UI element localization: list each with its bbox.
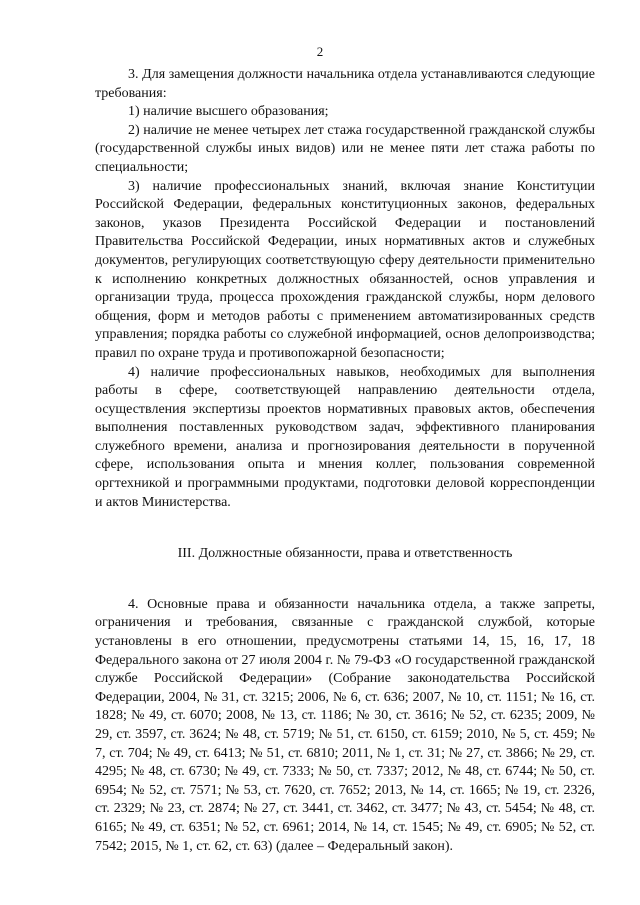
- paragraph-requirements-intro: 3. Для замещения должности начальника отдела устанавливаются следующие требования:: [95, 67, 595, 101]
- document-body: [95, 66, 595, 856]
- paragraph-requirement-4: 4) наличие профессиональных навыков, необходимых для выполнения работы в сфере, соответствующей направлению деятельности отдела, осуществления экспертизы проектов нормативных правовых актов, обеспечения выполнения поставленных руководством задач, эффективного планирования служебного времени, анализа и прогнозирования деятельности в порученной сфере, использования опыта и мнения коллег, пользования современной оргтехникой и программными продуктами, подготовки деловой корреспонденции и актов Министерства.: [95, 364, 595, 510]
- paragraph-requirement-3: 3) наличие профессиональных знаний, включая знание Конституции Российской Федерации, федеральных конституционных законов, федеральных законов, указов Президента Российской Федерации и постановлений Правительства Российской Федерации, иных нормативных актов и служебных документов, регулирующих соответствующую сферу деятельности применительно к исполнению конкретных должностных обязанностей, основ управления и организации труда, процесса прохождения гражданской службы, норм делового общения, форм и методов работы с применением автоматизированных средств управления; порядка работы со служебной информацией, основ делопроизводства; правил по охране труда и противопожарной безопасности;: [95, 178, 595, 361]
- page-number: 2: [316, 44, 324, 59]
- section-heading: III. Должностные обязанности, права и ответственность: [177, 546, 513, 562]
- paragraph-rights-duties: 4. Основные права и обязанности начальника отдела, а также запреты, ограничения и требования, связанные с гражданской службой, которые установлены в его отношении, предусмотрены статьями 14, 15, 16, 17, 18 Федерального закона от 27 июля 2004 г. № 79-ФЗ «О государственной гражданской службе Российской Федерации» (Собрание законодательства Российской Федерации, 2004, № 31, ст. 3215; 2006, № 6, ст. 636; 2007, № 10, ст. 1151; № 16, ст. 1828; № 49, ст. 6070; 2008, № 13, ст. 1186; № 30, ст. 3616; № 52, ст. 6235; 2009, № 29, ст. 3597, ст. 3624; № 48, ст. 5719; № 51, ст. 6150, ст. 6159; 2010, № 5, ст. 459; № 7, ст. 704; № 49, ст. 6413; № 51, ст. 6810; 2011, № 1, ст. 31; № 27, ст. 3866; № 29, ст. 4295; № 48, ст. 6730; № 49, ст. 7333; № 50, ст. 7337; 2012, № 48, ст. 6744; № 50, ст. 6954; № 52, ст. 7571; № 53, ст. 7620, ст. 7652; 2013, № 14, ст. 1665; № 19, ст. 2326, ст. 2329; № 23, ст. 2874; № 27, ст. 3441, ст. 3462, ст. 3477; № 43, ст. 5454; № 48, ст. 6165; № 49, ст. 6351; № 52, ст. 6961; 2014, № 14, ст. 1545; № 49, ст. 6905; № 52, ст. 7542; 2015, № 1, ст. 62, ст. 63) (далее – Федеральный закон).: [95, 596, 595, 854]
- paragraph-requirement-2: 2) наличие не менее четырех лет стажа государственной гражданской службы (государственной службы иных видов) или не менее пяти лет стажа работы по специальности;: [95, 122, 595, 175]
- paragraph-requirement-1: 1) наличие высшего образования;: [128, 104, 329, 120]
